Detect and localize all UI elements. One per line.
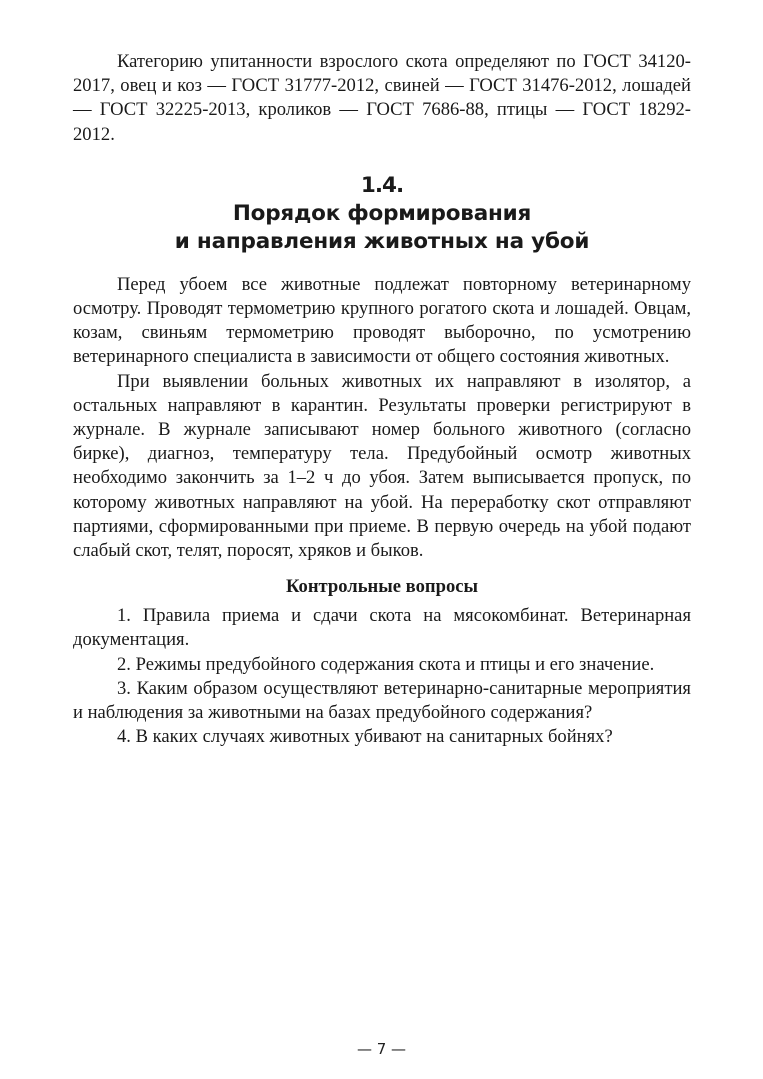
questions-list [73, 604, 691, 749]
section-paragraph-1: Перед убоем все животные подлежат повторному ветеринарному осмотру. Проводят термометрию крупного рогатого скота и лошадей. Овцам, козам, свиньям термометрию проводят выборочно, по усмотрению ветеринарного специалиста в зависимости от общего состояния животных. [73, 273, 691, 368]
section-paragraph-2: При выявлении больных животных их направляют в изолятор, а остальных направляют в карантин. Результаты проверки регистрируют в журнале. В журнале записывают номер больного животного (согласно бирке), диагноз, температуру тела. Предубойный осмотр животных необходимо закончить за 1–2 ч до убоя. Затем выписывается пропуск, по которому животных направляют на убой. На переработку скот отправляют партиями, сформированными при приеме. В первую очередь на убой подают слабый скот, телят, поросят, хряков и быков. [73, 370, 691, 562]
section-title-text-1: Порядок формирования [232, 200, 532, 226]
section-title-line-1 [73, 172, 691, 228]
question-item-1: 1. Правила приема и сдачи скота на мясокомбинат. Ветеринарная документация. [73, 605, 691, 651]
section-title-line-2: и направления животных на убой [174, 228, 590, 254]
page-number: — 7 — [356, 1040, 407, 1058]
section-title [73, 172, 691, 256]
questions-heading: Контрольные вопросы [285, 576, 479, 598]
page-body [73, 50, 691, 749]
section-number: 1.4. [360, 172, 404, 198]
question-item-2: 2. Режимы предубойного содержания скота и птицы и его значение. [117, 653, 655, 675]
intro-paragraph: Категорию упитанности взрослого скота определяют по ГОСТ 34120-2017, овец и коз — ГОСТ 31777-2012, свиней — ГОСТ 31476-2012, лошадей — ГОСТ 32225-2013, кроликов — ГОСТ 7686-88, птицы — ГОСТ 18292-2012. [73, 51, 691, 145]
question-item-4: 4. В каких случаях животных убивают на санитарных бойнях? [117, 726, 613, 748]
question-item-3: 3. Каким образом осуществляют ветеринарно-санитарные мероприятия и наблюдения за животными на базах предубойного содержания? [73, 677, 691, 724]
